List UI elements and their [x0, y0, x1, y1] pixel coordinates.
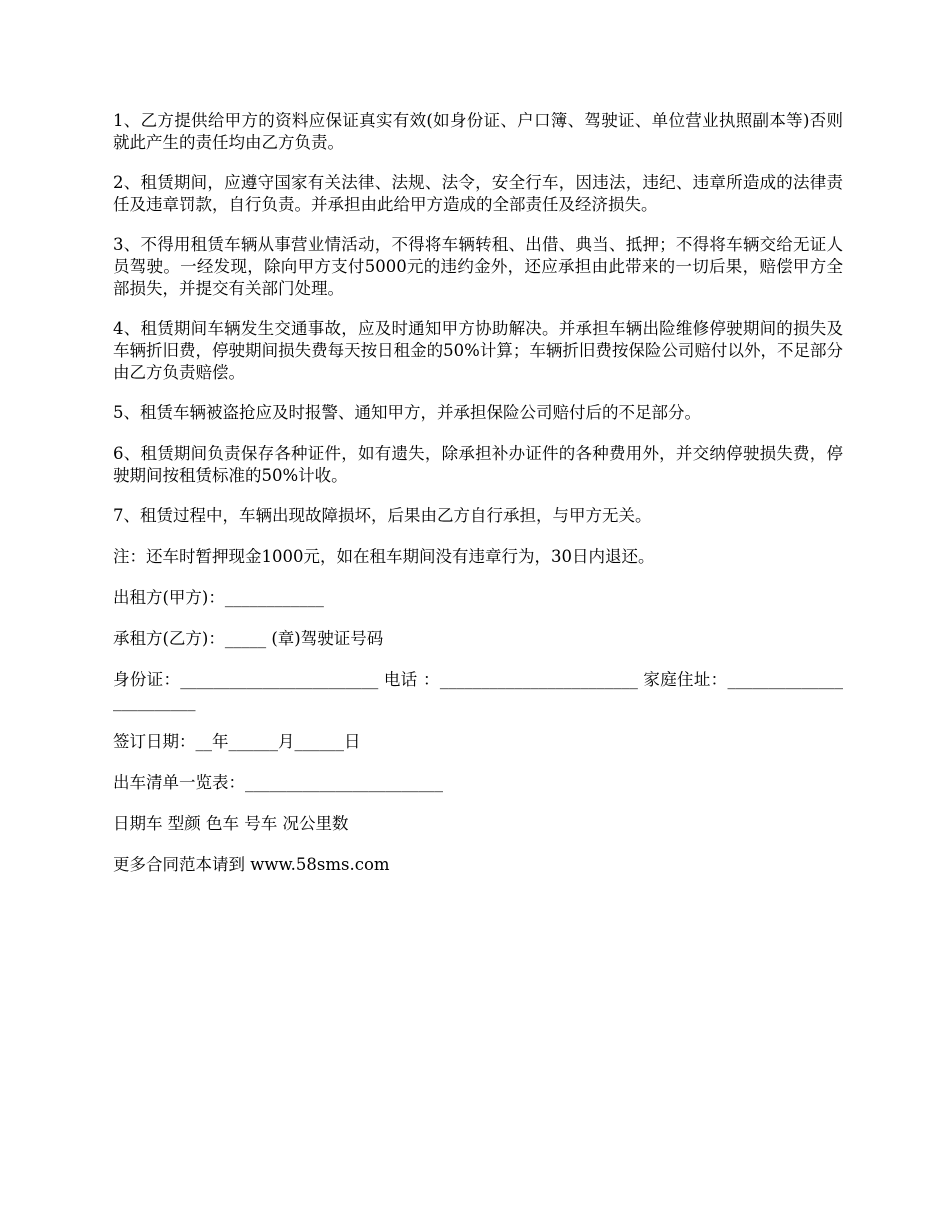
clause-6: 6、租赁期间负责保存各种证件，如有遗失，除承担补办证件的各种费用外，并交纳停驶损失费，停驶期间按租赁标准的50%计收。 [113, 444, 843, 485]
sign-date-line: 签订日期：__年______月______日 [113, 732, 361, 751]
deposit-note: 注：还车时暂押现金1000元，如在租车期间没有违章行为，30日内退还。 [113, 547, 655, 566]
clause-7: 7、租赁过程中，车辆出现故障损坏，后果由乙方自行承担，与甲方无关。 [113, 506, 652, 525]
clause-3: 3、不得用租赁车辆从事营业情活动，不得将车辆转租、出借、典当、抵押；不得将车辆交给无证人员驾驶。一经发现，除向甲方支付5000元的违约金外，还应承担由此带来的一切后果，赔偿甲方全部损失，并提交有关部门处理。 [113, 235, 843, 298]
lessee-signature-line: 承租方(乙方)：_____ (章)驾驶证号码 [113, 629, 384, 648]
footer-link-line: 更多合同范本请到 www.58sms.com [113, 855, 390, 874]
contract-page [113, 110, 843, 895]
vehicle-columns-line: 日期车 型颜 色车 号车 况公里数 [113, 814, 349, 833]
id-phone-address-line: 身份证：________________________ 电话 ：________________________ 家庭住址：________________________ [113, 670, 843, 711]
clause-4: 4、租赁期间车辆发生交通事故，应及时通知甲方协助解决。并承担车辆出险维修停驶期间的损失及车辆折旧费，停驶期间损失费每天按日租金的50%计算；车辆折旧费按保险公司赔付以外，不足部分由乙方负责赔偿。 [113, 319, 843, 382]
clause-5: 5、租赁车辆被盗抢应及时报警、通知甲方，并承担保险公司赔付后的不足部分。 [113, 403, 701, 422]
vehicle-list-line: 出车清单一览表：________________________ [113, 773, 443, 792]
lessor-signature-line: 出租方(甲方)：____________ [113, 588, 324, 607]
clause-1: 1、乙方提供给甲方的资料应保证真实有效(如身份证、户口簿、驾驶证、单位营业执照副本等)否则就此产生的责任均由乙方负责。 [113, 111, 843, 152]
clause-2: 2、租赁期间，应遵守国家有关法律、法规、法令，安全行车，因违法，违纪、违章所造成的法律责任及违章罚款，自行负责。并承担由此给甲方造成的全部责任及经济损失。 [113, 173, 843, 214]
